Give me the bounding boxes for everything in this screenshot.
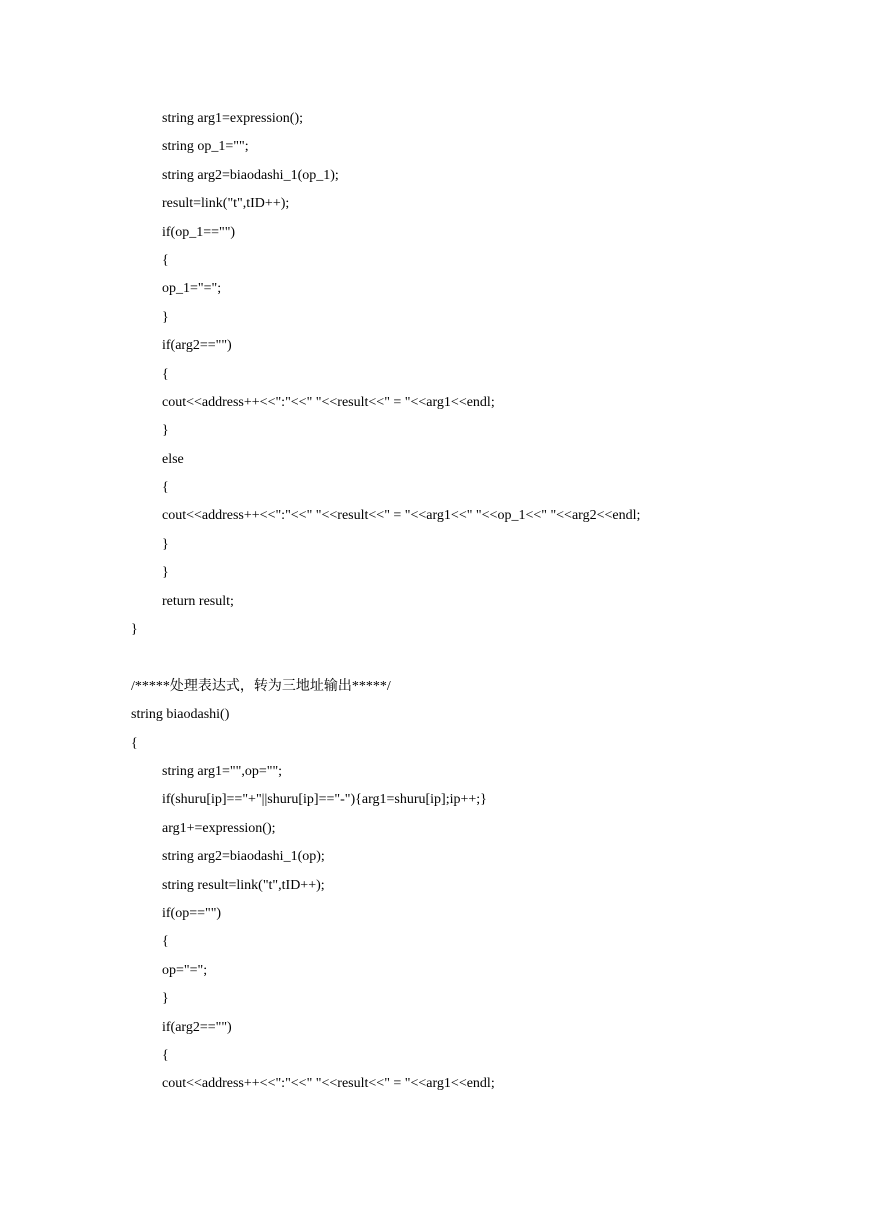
code-line: cout<<address++<<":"<<" "<<result<<" = "<<arg1<<" "<<op_1<<" "<<arg2<<endl; — [162, 508, 641, 524]
code-line: string arg1="",op=""; — [162, 763, 283, 779]
code-line: cout<<address++<<":"<<" "<<result<<" = "<<arg1<<endl; — [162, 394, 495, 410]
code-line: string biaodashi() — [131, 707, 230, 723]
code-line: { — [162, 1047, 169, 1063]
code-line: return result; — [162, 593, 234, 609]
code-line: { — [131, 735, 138, 751]
code-line: if(arg2=="") — [162, 1019, 232, 1035]
code-line: string arg1=expression(); — [162, 111, 303, 126]
code-line: { — [162, 480, 169, 496]
code-line: if(op_1=="") — [162, 224, 236, 240]
code-line: string arg2=biaodashi_1(op_1); — [162, 167, 339, 183]
code-line: else — [162, 451, 184, 467]
code-line: } — [162, 309, 169, 325]
code-line: if(shuru[ip]=="+"||shuru[ip]=="-"){arg1=shuru[ip];ip++;} — [162, 792, 487, 808]
code-line: { — [162, 934, 169, 950]
code-line: op="="; — [162, 962, 208, 978]
code-listing — [131, 109, 640, 1103]
code-line: result=link("t",tID++); — [162, 196, 290, 212]
code-line: string result=link("t",tID++); — [162, 877, 325, 893]
code-line: } — [131, 622, 138, 638]
code-line: cout<<address++<<":"<<" "<<result<<" = "<<arg1<<endl; — [162, 1076, 495, 1092]
code-line: { — [162, 252, 169, 268]
code-line: { — [162, 366, 169, 382]
blank-line — [131, 648, 640, 676]
code-line: } — [162, 536, 169, 552]
code-line: string arg2=biaodashi_1(op); — [162, 849, 325, 865]
code-line: } — [162, 423, 169, 439]
code-line: string op_1=""; — [162, 139, 249, 155]
code-line: } — [162, 565, 169, 581]
code-line: if(op=="") — [162, 905, 222, 921]
code-line: arg1+=expression(); — [162, 820, 276, 836]
code-line: if(arg2=="") — [162, 338, 232, 354]
code-line: } — [162, 991, 169, 1007]
code-line: op_1="="; — [162, 281, 222, 297]
code-line: /*****处理表达式，转为三地址输出*****/ — [131, 678, 391, 694]
